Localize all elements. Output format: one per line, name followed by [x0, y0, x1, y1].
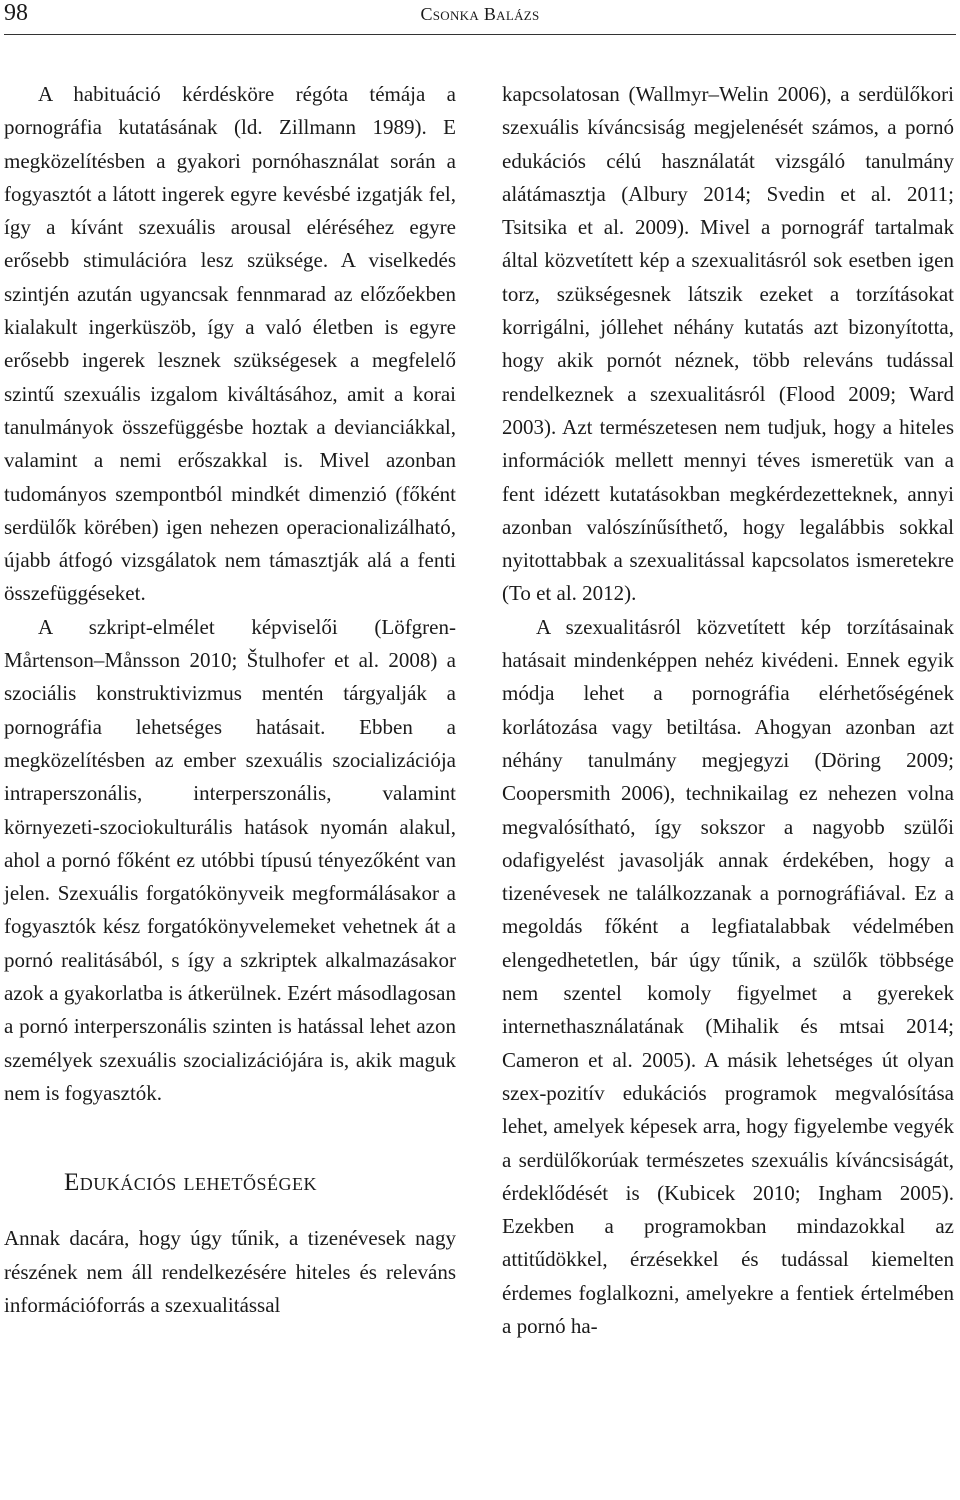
body-paragraph: A szexualitásról közvetített kép torzításainak hatásait mindenképpen nehéz kivédeni. Ennek egyik módja lehet a pornográfia elérhetőségének korlátozása vagy betiltása. Ahogyan azonban azt néhány tanulmány megjegyzi (Döring 2009; Coopersmith 2006), technikailag ez nehezen volna megvalósítható, így sokszor a nagyobb szülői odafigyelést javasolják annak érdekében, hogy a tizenévesek ne találkozzanak a pornográfiával. Ez a megoldás főként a legfiatalabbak védelmében elengedhetetlen, bár úgy tűnik, a szülők többsége nem szentel komoly figyelmet a gyerekek internethasználatának (Mihalik és mtsai 2014; Cameron et al. 2005). A másik lehetséges út olyan szex-pozitív edukációs programok megvalósítása lehet, amelyek képesek arra, hogy figyelembe vegyék a serdülőkorúak természetes szexuális kíváncsiságát, érdeklődését is (Kubicek 2010; Ingham 2005). Ezekben a programokban mindazokkal az attitűdökkel, érzésekkel és tudással kiemelten érdemes foglalkozni, amelyekre a fentiek értelmében a pornó ha-: [502, 614, 954, 1338]
body-paragraph: A habituáció kérdésköre régóta témája a pornográfia kutatásának (ld. Zillmann 1989). E megközelítésben a gyakori pornóhasználat során a fogyasztót a látott ingerek egyre kevésbé izgatják fel, így a kívánt szexuális arousal eléréséhez egyre erősebb stimulációra lesz szüksége. A viselkedés szintjén azután ugyancsak fennmarad az előzőekben kialakult ingerküszöb, így a való életben is egyre erősebb ingerek lesznek szükségesek a megfelelő szintű szexuális izgalom kiváltásához, amit a korai tanulmányok összefüggésbe hoztak a devianciákkal, valamint a nemi erőszakkal is. Mivel azonban tudományos szempontból mindkét dimenzió (főként serdülők körében) igen nehezen operacionalizálható, újabb átfogó vizsgálatok nem támasztják alá a fenti összefüggéseket.: [4, 82, 456, 606]
running-head-author: Csonka Balázs: [420, 4, 540, 24]
right-column: [502, 78, 954, 1343]
body-paragraph: kapcsolatosan (Wallmyr–Welin 2006), a serdülőkori szexuális kíváncsiság megjelenését számos, a pornó edukációs célú használatát vizsgáló tanulmány alátámasztja (Albury 2014; Svedin et al. 2011; Tsitsika et al. 2009). Mivel a pornográf tartalmak által közvetített kép a szexualitásról sok esetben igen torz, szükségesnek látszik ezeket a torzításokat korrigálni, jóllehet néhány kutatás azt bizonyította, hogy akik pornót néznek, több releváns tudással rendelkeznek a szexualitásról (Flood 2009; Ward 2003). Azt természetesen nem tudjuk, hogy a hiteles információk mellett mennyi téves ismeretük van a fent idézett kutatásokban megkérdezetteknek, annyi azonban valószínűsíthető, hogy legalábbis sokkal nyitottabbak a szexualitással kapcsolatos ismeretekre (To et al. 2012).: [502, 82, 954, 606]
left-column: [4, 78, 456, 1322]
page-header: [4, 0, 956, 35]
page-number: 98: [4, 0, 28, 26]
section-heading: Edukációs lehetőségek: [64, 1169, 318, 1197]
body-paragraph: A szkript-elmélet képviselői (Löfgren-Mårtenson–Månsson 2010; Štulhofer et al. 2008) a szociális konstruktivizmus mentén tárgyalják a pornográfia lehetséges hatásait. Ebben a megközelítésben az ember szexuális szocializációja intraperszonális, interperszonális, valamint környezeti-szociokulturális hatások nyomán alakul, ahol a pornó főként ez utóbbi típusú tényezőként van jelen. Szexuális forgatókönyveik megformálásakor a fogyasztók kész forgatókönyvelemeket vehetnek át a pornó realitásából, s így a szkriptek alkalmazásakor azok a gyakorlatba is átkerülnek. Ezért másodlagosan a pornó interperszonális szinten is hatással lehet azon személyek szexuális szocializációjára is, akik maguk nem is fogyasztók.: [4, 614, 456, 1105]
body-paragraph: Annak dacára, hogy úgy tűnik, a tizenévesek nagy részének nem áll rendelkezésére hiteles és releváns információforrás a szexualitással: [4, 1226, 456, 1317]
